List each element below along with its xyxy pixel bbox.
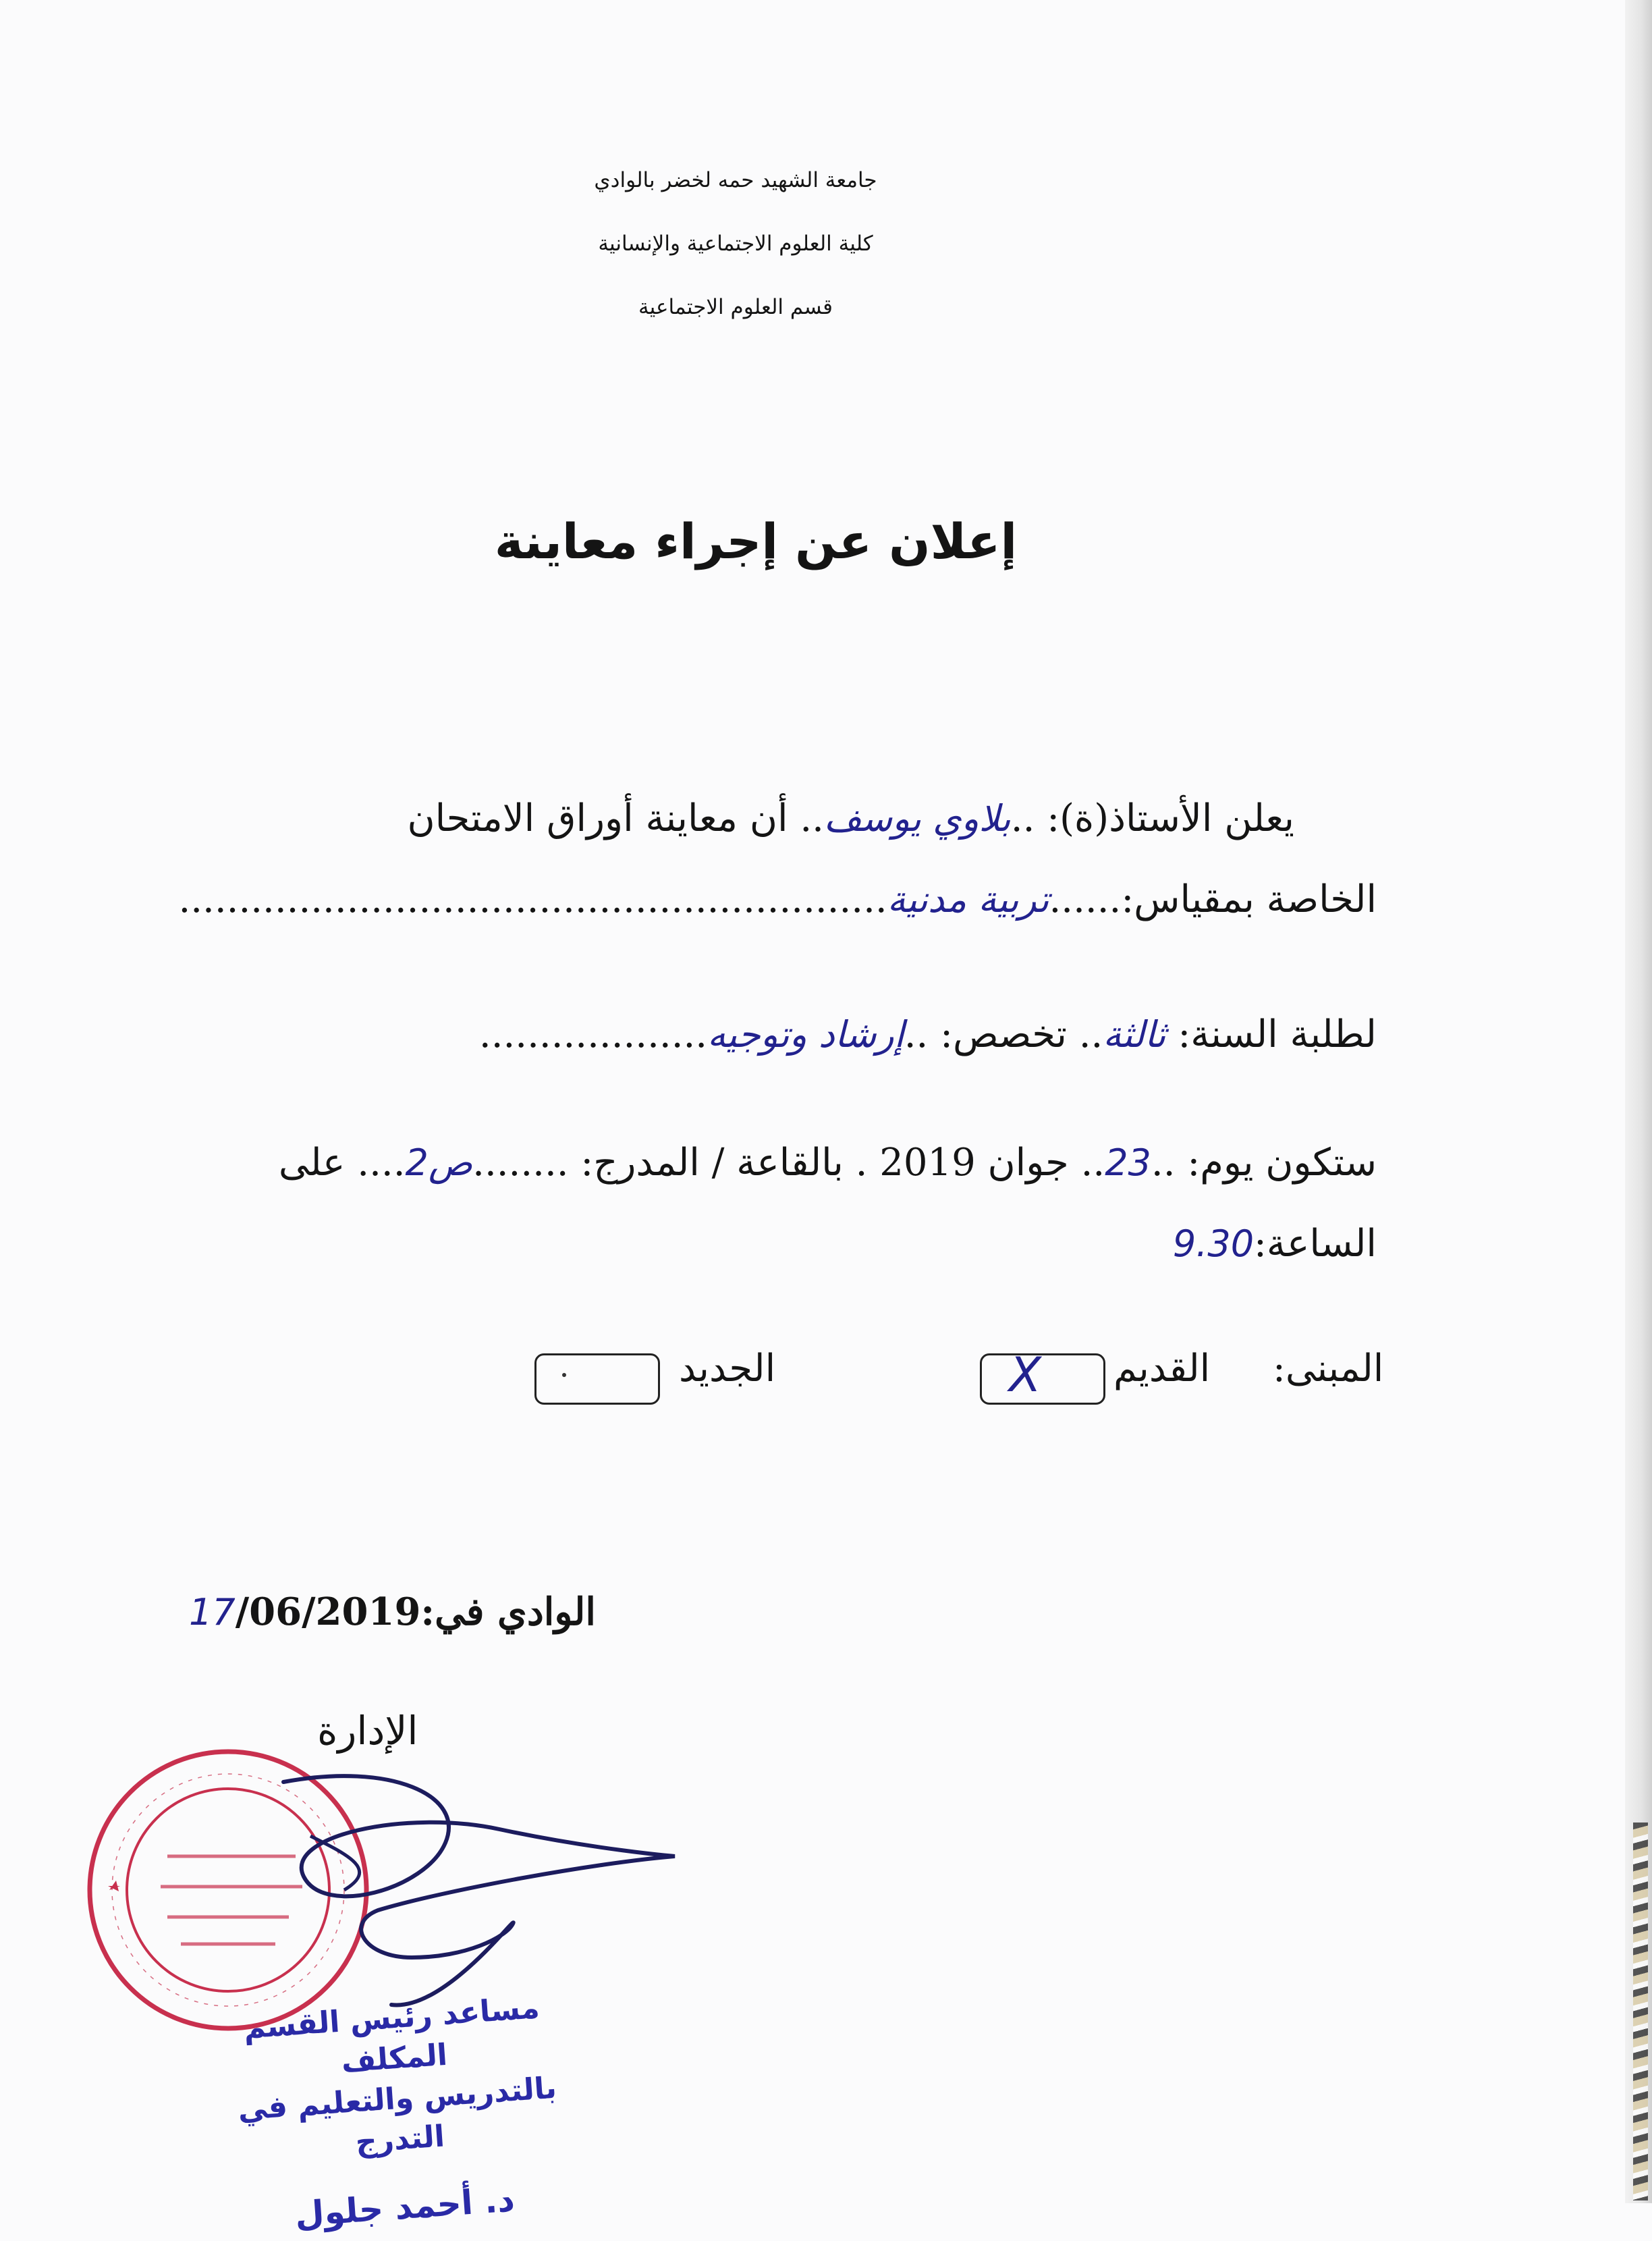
room-value: ص2 — [405, 1141, 473, 1184]
line1-suffix: أن معاينة أوراق الامتحان — [407, 796, 788, 840]
year-label: لطلبة السنة: — [1178, 1013, 1377, 1056]
title-stamp — [195, 1985, 601, 2241]
stamp-signatory-name: د. أحمد جلول — [294, 2180, 516, 2234]
day-label: ستكون يوم: — [1187, 1141, 1377, 1185]
specialty-label: تخصص: — [940, 1013, 1067, 1056]
time-label: الساعة: — [1254, 1222, 1377, 1266]
subject-value: تربية مدنية — [887, 878, 1049, 921]
subject-label: الخاصة بمقياس: — [1121, 878, 1377, 921]
body-line-5 — [1173, 1222, 1377, 1266]
body-line-1: يعلن الأستاذ(ة): ..بلاوي يوسف.. أن معاينة أوراق الامتحان — [407, 796, 1294, 840]
date-line — [189, 1590, 596, 1634]
teacher-name: بلاوي يوسف — [823, 797, 1011, 840]
body-line-3: لطلبة السنة: ثالثة.. تخصص: ..إرشاد وتوجيه................... — [478, 1013, 1377, 1056]
document-title: إعلان عن إجراء معاينة — [494, 513, 1018, 570]
month-and-room-label: جوان 2019 . بالقاعة / المدرج: — [580, 1141, 1069, 1185]
line4-suffix: على — [278, 1141, 346, 1185]
day-value: 23 — [1105, 1141, 1151, 1184]
building-label: المبنى: — [1273, 1347, 1384, 1390]
specialty-value: إرشاد وتوجيه — [707, 1013, 904, 1056]
faculty-name: كلية العلوم الاجتماعية والإنسانية — [598, 232, 873, 256]
time-value: 9.30 — [1172, 1222, 1255, 1265]
university-name: جامعة الشهيد حمه لخضر بالوادي — [594, 168, 877, 192]
body-line-2: الخاصة بمقياس:......تربية مدنية........................................................... — [178, 878, 1377, 921]
background-edge-strip — [1633, 1823, 1648, 2200]
check-mark-icon: X — [1009, 1347, 1041, 1403]
teacher-label: يعلن الأستاذ(ة): — [1047, 796, 1294, 840]
stamp-line-2: بالتدريس والتعليم في التدرج — [236, 2070, 558, 2160]
building-old-checkbox[interactable] — [980, 1347, 1105, 1405]
date-day: 17 — [189, 1591, 236, 1634]
building-new-label: الجديد — [679, 1347, 776, 1390]
body-line-4: ستكون يوم: ..23.. جوان 2019 . بالقاعة / المدرج: ........ص2.... على — [278, 1141, 1377, 1185]
building-old-label: القديم — [1113, 1347, 1211, 1390]
date-rest: /06/2019 — [235, 1590, 421, 1634]
building-new-checkbox[interactable] — [534, 1353, 660, 1405]
date-prefix: الوادي في: — [420, 1590, 596, 1634]
letterhead — [526, 148, 945, 339]
stamp-line-1: مساعد رئيس القسم المكلف — [242, 1991, 541, 2080]
department-name: قسم العلوم الاجتماعية — [638, 295, 833, 319]
year-value: ثالثة — [1103, 1013, 1166, 1056]
administration-label: الإدارة — [317, 1708, 418, 1754]
